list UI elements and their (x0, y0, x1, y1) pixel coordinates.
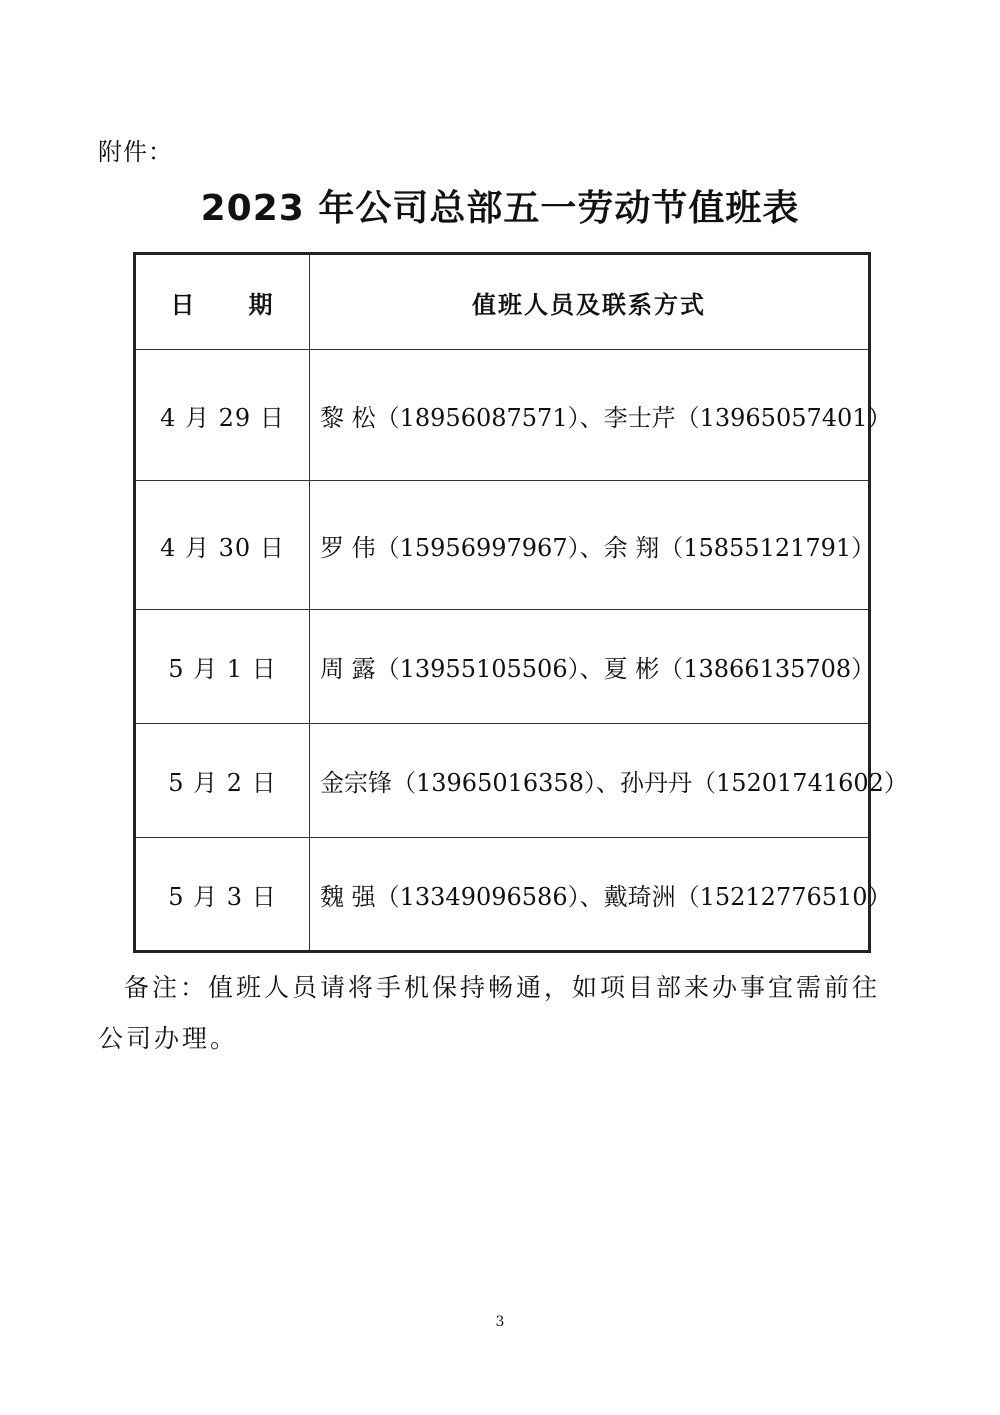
date-cell: 5 月 1 日 (135, 610, 310, 724)
table-row (135, 481, 870, 610)
table-row (135, 724, 870, 838)
table-row (135, 350, 870, 481)
header-date: 日 期 (135, 254, 310, 350)
staff-contact-cell: 罗 伟（15956997967）、余 翔（15855121791） (310, 481, 870, 610)
table-row (135, 610, 870, 724)
staff-contact-cell: 黎 松（18956087571）、李士芹（13965057401） (310, 350, 870, 481)
note-paragraph: 备注：值班人员请将手机保持畅通，如项目部来办事宜需前往公司办理。 (98, 973, 881, 1053)
table-header-row (135, 254, 870, 350)
staff-contact-cell: 魏 强（13349096586）、戴琦洲（15212776510） (310, 838, 870, 952)
date-cell: 5 月 3 日 (135, 838, 310, 952)
page-title: 2023 年公司总部五一劳动节值班表 (200, 188, 800, 229)
duty-schedule-table (133, 252, 908, 953)
staff-contact-cell: 金宗锋（13965016358）、孙丹丹（15201741602） (310, 724, 870, 838)
date-cell: 4 月 30 日 (135, 481, 310, 610)
table-row (135, 838, 870, 952)
staff-contact-cell: 周 露（13955105506）、夏 彬（13866135708） (310, 610, 870, 724)
date-cell: 5 月 2 日 (135, 724, 310, 838)
header-staff-contact: 值班人员及联系方式 (310, 254, 870, 350)
page-number: 3 (495, 1314, 505, 1330)
attachment-label: 附件： (98, 138, 173, 166)
date-cell: 4 月 29 日 (135, 350, 310, 481)
